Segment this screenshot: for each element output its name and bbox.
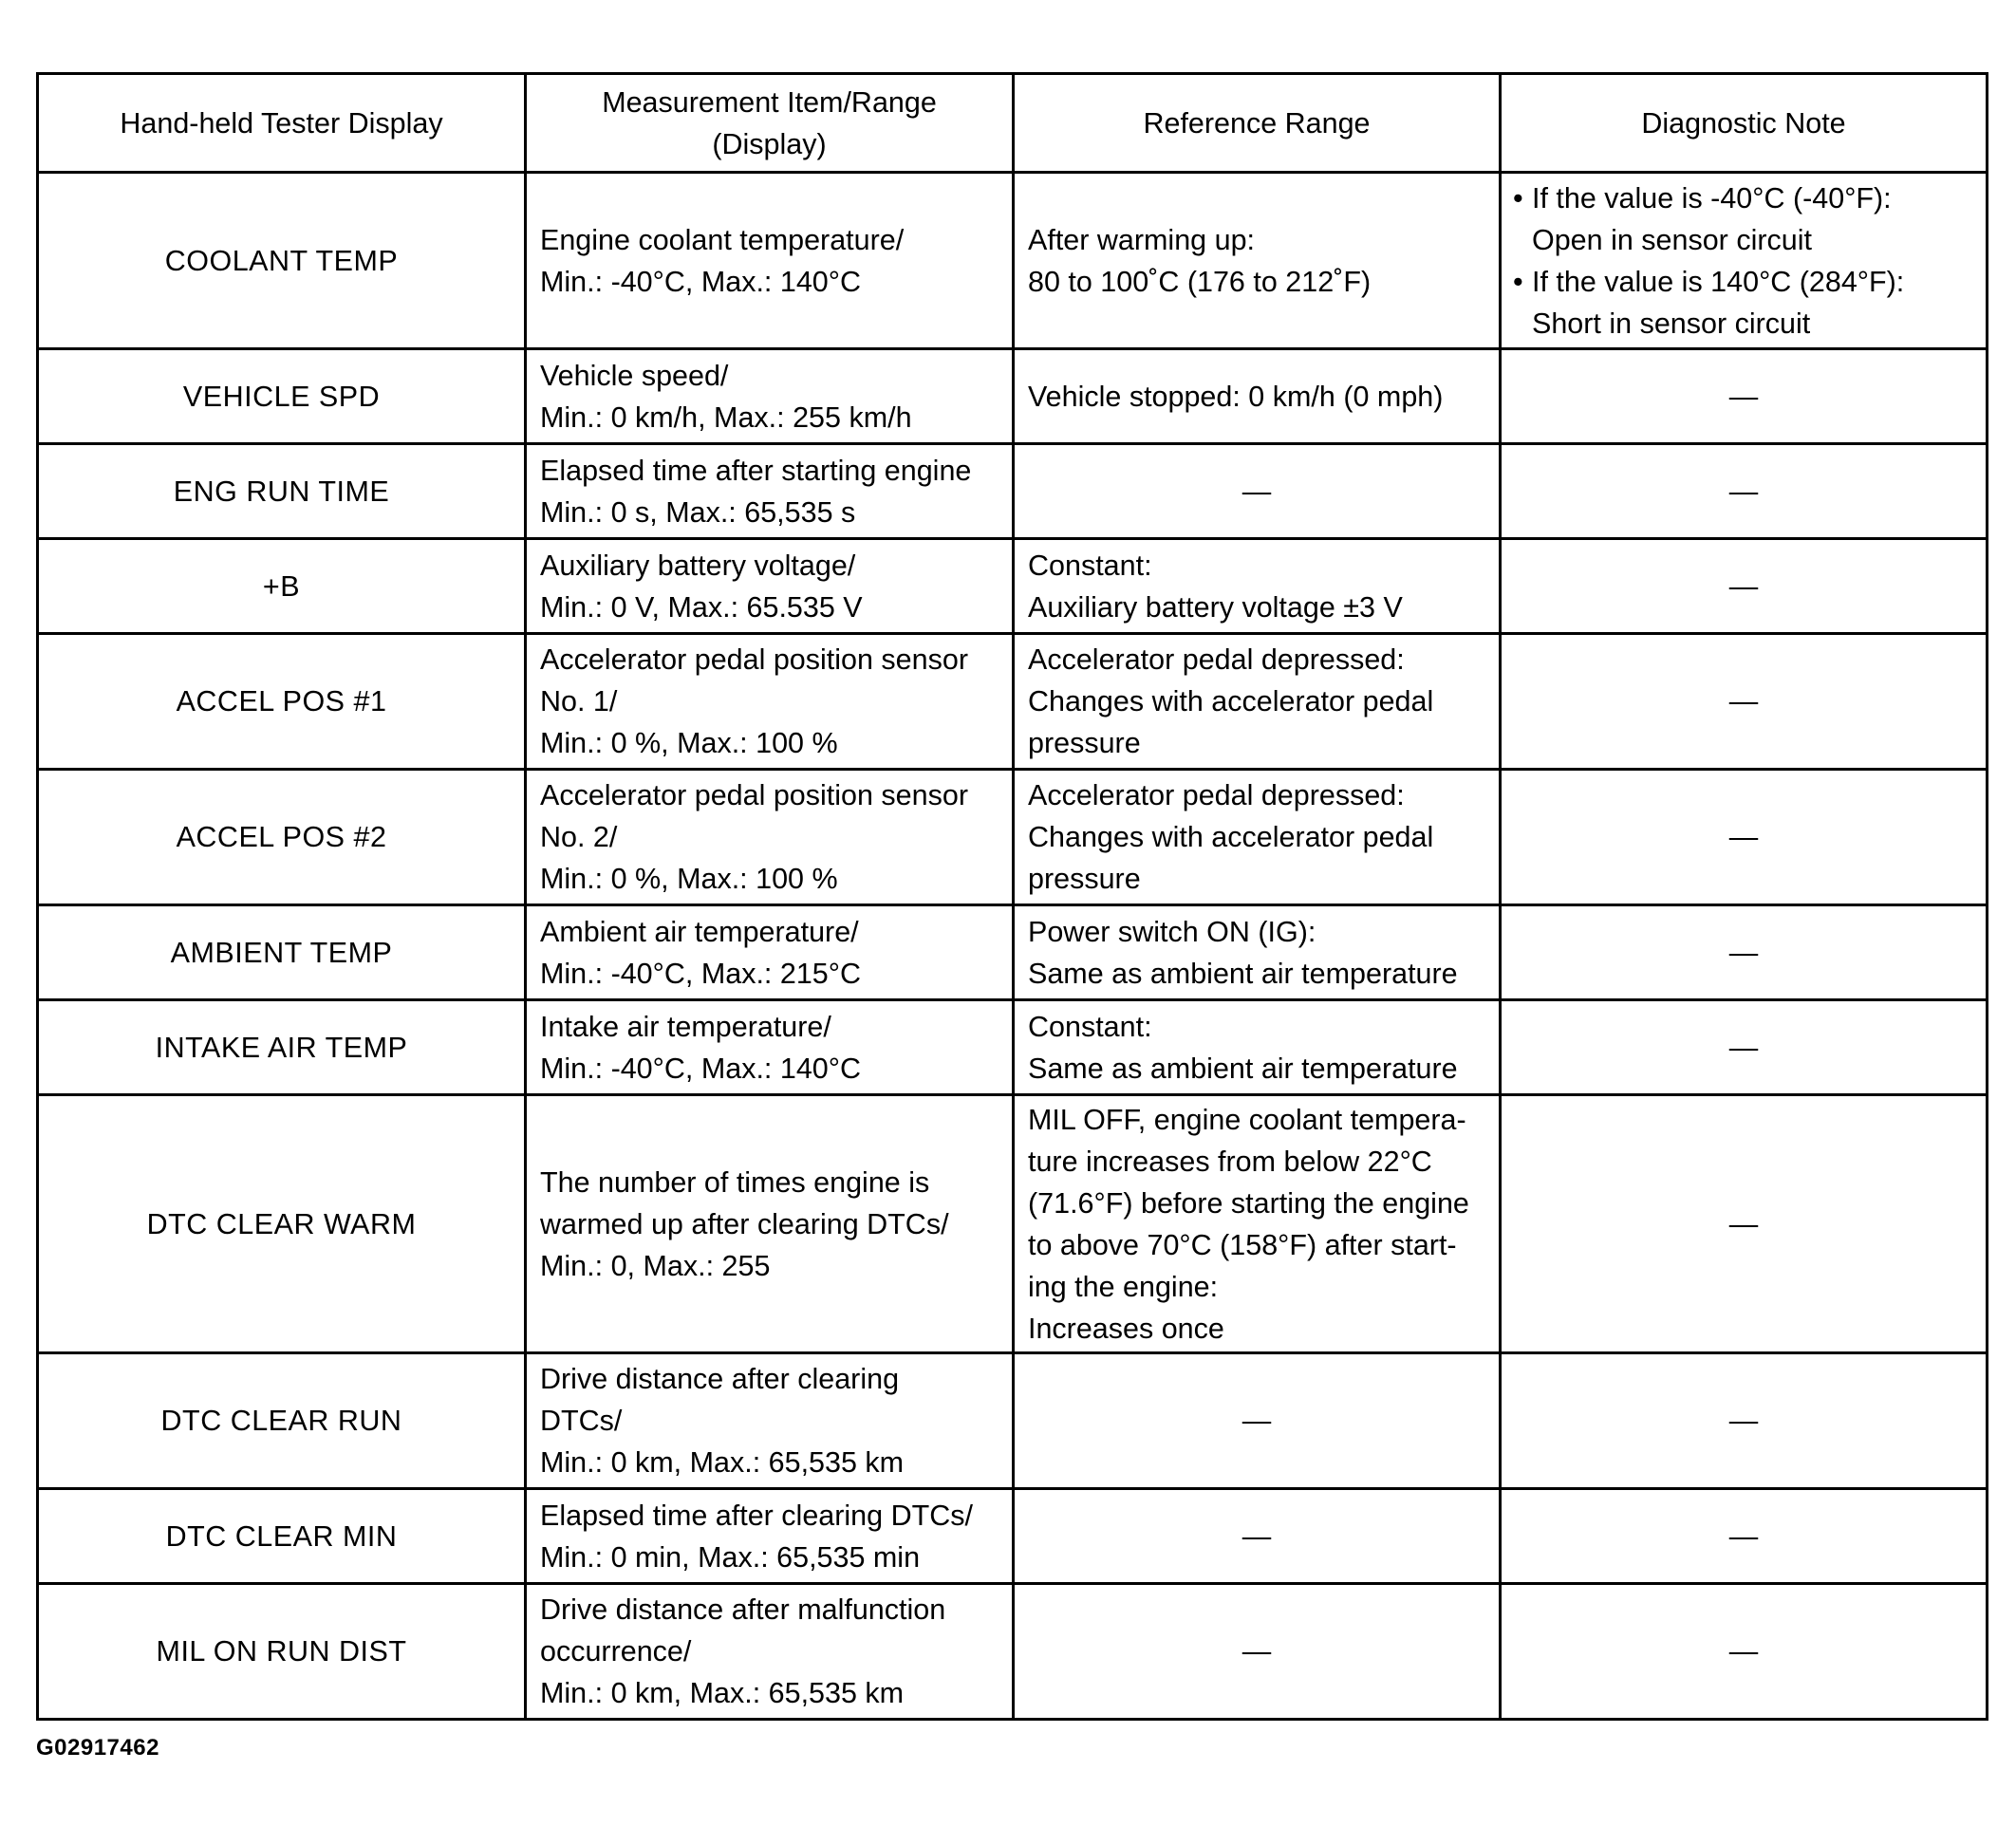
table-row: [38, 1353, 1988, 1489]
tester-display-cell: ACCEL POS #2: [38, 770, 526, 905]
diagnostic-note-cell: —: [1501, 1353, 1988, 1489]
reference-range-cell: Accelerator pedal depressed: Changes with accelerator pedal pressure: [1014, 770, 1501, 905]
table-row: [38, 539, 1988, 634]
tester-display-cell: MIL ON RUN DIST: [38, 1584, 526, 1720]
reference-range-cell: —: [1014, 1584, 1501, 1720]
tester-data-table: [36, 72, 1988, 1721]
reference-range-cell: —: [1014, 444, 1501, 539]
reference-range-cell: MIL OFF, engine coolant tempera- ture increases from below 22°C (71.6°F) before starting the engine to above 70°C (158°F) after start- ing the engine: Increases once: [1014, 1095, 1501, 1353]
diagnostic-note-item: • If the value is 140°C (284°F): Short in sensor circuit: [1515, 261, 1972, 345]
diagnostic-note-item: • If the value is -40°C (-40°F): Open in sensor circuit: [1515, 177, 1972, 261]
measurement-cell: Accelerator pedal position sensor No. 1/ Min.: 0 %, Max.: 100 %: [526, 634, 1014, 770]
diagnostic-note-list: [1515, 177, 1972, 345]
measurement-cell: Vehicle speed/ Min.: 0 km/h, Max.: 255 km/h: [526, 349, 1014, 444]
table-row: [38, 1584, 1988, 1720]
measurement-cell: Intake air temperature/ Min.: -40°C, Max.: 140°C: [526, 1000, 1014, 1095]
diagnostic-note-cell: —: [1501, 770, 1988, 905]
diagnostic-note-cell: —: [1501, 634, 1988, 770]
reference-range-cell: After warming up: 80 to 100˚C (176 to 212˚F): [1014, 173, 1501, 349]
table-row: [38, 444, 1988, 539]
diagnostic-note-cell: —: [1501, 1000, 1988, 1095]
tester-display-cell: DTC CLEAR RUN: [38, 1353, 526, 1489]
table-header-row: [38, 74, 1988, 173]
tester-display-cell: VEHICLE SPD: [38, 349, 526, 444]
reference-range-cell: Vehicle stopped: 0 km/h (0 mph): [1014, 349, 1501, 444]
measurement-cell: Elapsed time after clearing DTCs/ Min.: 0 min, Max.: 65,535 min: [526, 1489, 1014, 1584]
figure-id-label: G02917462: [36, 1735, 159, 1761]
reference-range-cell: —: [1014, 1353, 1501, 1489]
tester-display-cell: ENG RUN TIME: [38, 444, 526, 539]
header-reference-range: Reference Range: [1014, 74, 1501, 173]
table-row: [38, 173, 1988, 349]
tester-display-cell: COOLANT TEMP: [38, 173, 526, 349]
measurement-cell: Engine coolant temperature/ Min.: -40°C, Max.: 140°C: [526, 173, 1014, 349]
header-diagnostic-note: Diagnostic Note: [1501, 74, 1988, 173]
diagnostic-note-cell: [1501, 173, 1988, 349]
diagnostic-note-cell: —: [1501, 1095, 1988, 1353]
table-row: [38, 349, 1988, 444]
diagnostic-note-cell: —: [1501, 905, 1988, 1000]
measurement-cell: Accelerator pedal position sensor No. 2/ Min.: 0 %, Max.: 100 %: [526, 770, 1014, 905]
table-row: [38, 1489, 1988, 1584]
diagnostic-note-cell: —: [1501, 1584, 1988, 1720]
diagnostic-note-cell: —: [1501, 1489, 1988, 1584]
table-row: [38, 770, 1988, 905]
table-row: [38, 1000, 1988, 1095]
diagnostic-note-cell: —: [1501, 444, 1988, 539]
tester-display-cell: DTC CLEAR WARM: [38, 1095, 526, 1353]
diagnostic-note-cell: —: [1501, 349, 1988, 444]
tester-display-cell: +B: [38, 539, 526, 634]
measurement-cell: Ambient air temperature/ Min.: -40°C, Max.: 215°C: [526, 905, 1014, 1000]
measurement-cell: Elapsed time after starting engine Min.: 0 s, Max.: 65,535 s: [526, 444, 1014, 539]
table-row: [38, 1095, 1988, 1353]
tester-display-cell: ACCEL POS #1: [38, 634, 526, 770]
reference-range-cell: Accelerator pedal depressed: Changes with accelerator pedal pressure: [1014, 634, 1501, 770]
reference-range-cell: Constant: Auxiliary battery voltage ±3 V: [1014, 539, 1501, 634]
measurement-cell: Auxiliary battery voltage/ Min.: 0 V, Max.: 65.535 V: [526, 539, 1014, 634]
reference-range-cell: Power switch ON (IG): Same as ambient air temperature: [1014, 905, 1501, 1000]
table-row: [38, 905, 1988, 1000]
reference-range-cell: —: [1014, 1489, 1501, 1584]
measurement-cell: The number of times engine is warmed up after clearing DTCs/ Min.: 0, Max.: 255: [526, 1095, 1014, 1353]
tester-display-cell: INTAKE AIR TEMP: [38, 1000, 526, 1095]
tester-display-cell: DTC CLEAR MIN: [38, 1489, 526, 1584]
reference-range-cell: Constant: Same as ambient air temperature: [1014, 1000, 1501, 1095]
table-row: [38, 634, 1988, 770]
measurement-cell: Drive distance after clearing DTCs/ Min.: 0 km, Max.: 65,535 km: [526, 1353, 1014, 1489]
header-measurement-item-range: Measurement Item/Range (Display): [526, 74, 1014, 173]
header-hand-held-tester-display: Hand-held Tester Display: [38, 74, 526, 173]
measurement-cell: Drive distance after malfunction occurrence/ Min.: 0 km, Max.: 65,535 km: [526, 1584, 1014, 1720]
tester-display-cell: AMBIENT TEMP: [38, 905, 526, 1000]
diagnostic-note-cell: —: [1501, 539, 1988, 634]
